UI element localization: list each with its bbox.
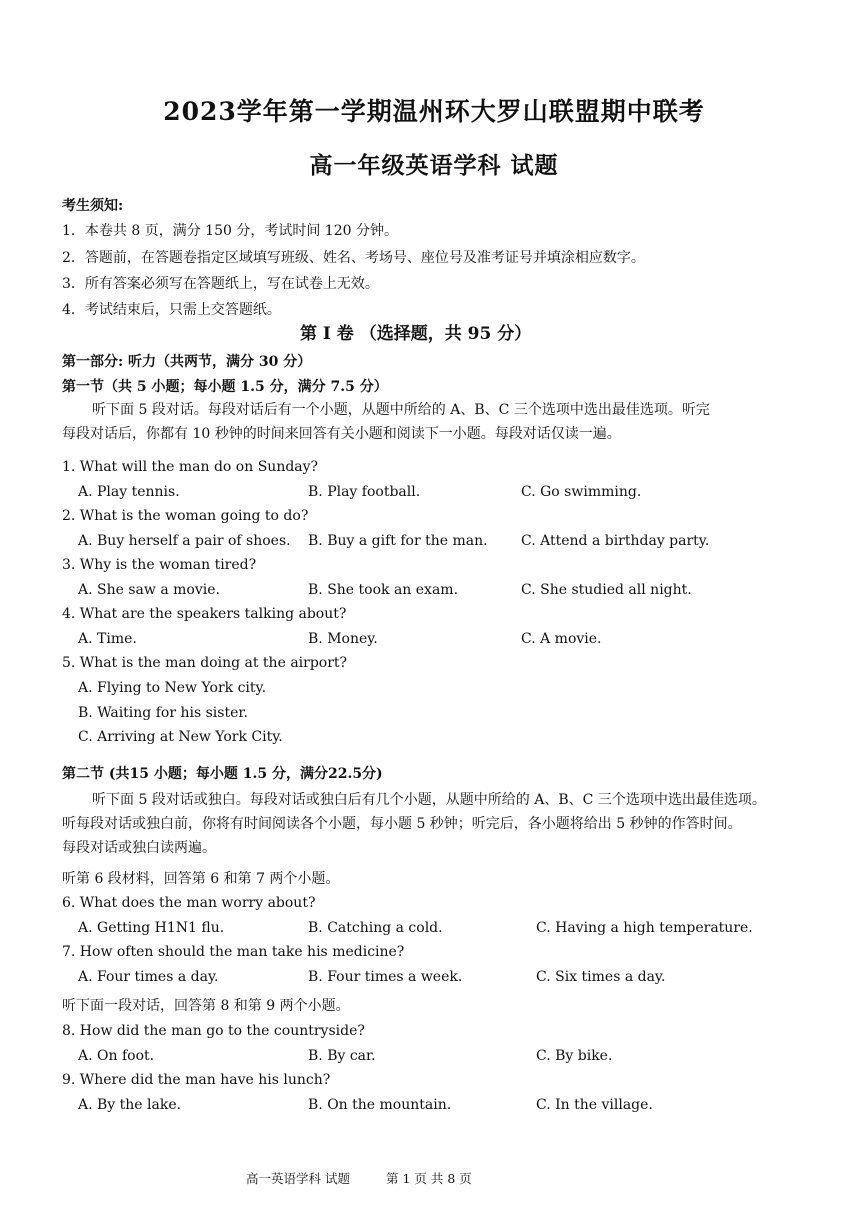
option-a: A. By the lake. — [78, 1097, 182, 1113]
question-stem: 8. How did the man go to the countryside? — [62, 1023, 365, 1039]
option-b: B. On the mountain. — [308, 1097, 452, 1113]
option-c: C. She studied all night. — [521, 582, 692, 598]
part1-heading: 第一部分: 听力（共两节，满分 30 分） — [62, 354, 312, 370]
question-stem: 2. What is the woman going to do? — [62, 508, 309, 524]
section1-instruction: 听下面 5 段对话。每段对话后有一个小题，从题中所给的 A、B、C 三个选项中选出最佳选项。听完 — [92, 402, 710, 418]
question-stem: 7. How often should the man take his medicine? — [62, 944, 405, 960]
notice-heading: 考生须知: — [62, 198, 124, 214]
notice-item: 2．答题前，在答题卷指定区域填写班级、姓名、考场号、座位号及准考证号并填涂相应数字。 — [62, 250, 645, 266]
option-b: B. Money. — [308, 631, 378, 647]
option-a: A. On foot. — [78, 1048, 155, 1064]
question-stem: 1. What will the man do on Sunday? — [62, 459, 319, 475]
option-a: A. She saw a movie. — [78, 582, 220, 598]
option-c: C. Attend a birthday party. — [521, 533, 710, 549]
section2-instruction: 每段对话或独白读两遍。 — [62, 840, 216, 856]
option-c: C. Go swimming. — [521, 484, 642, 500]
group-instruction: 听下面一段对话，回答第 8 和第 9 两个小题。 — [62, 998, 350, 1014]
option-b: B. Play football. — [308, 484, 421, 500]
question-stem: 4. What are the speakers talking about? — [62, 606, 347, 622]
option-c: C. Arriving at New York City. — [78, 729, 283, 745]
group-instruction: 听第 6 段材料，回答第 6 和第 7 两个小题。 — [62, 871, 340, 887]
question-stem: 3. Why is the woman tired? — [62, 557, 257, 573]
option-b: B. Four times a week. — [308, 969, 463, 985]
notice-item: 4．考试结束后，只需上交答题纸。 — [62, 302, 281, 318]
option-c: C. Having a high temperature. — [536, 920, 753, 936]
exam-subtitle: 高一年级英语学科 试题 — [309, 152, 559, 179]
option-c: C. A movie. — [521, 631, 602, 647]
option-a: A. Time. — [78, 631, 137, 647]
section1-instruction: 每段对话后，你都有 10 秒钟的时间来回答有关小题和阅读下一小题。每段对话仅读一遍。 — [62, 426, 621, 442]
exam-title: 2023学年第一学期温州环大罗山联盟期中联考 — [163, 97, 705, 126]
question-stem: 6. What does the man worry about? — [62, 895, 316, 911]
footer-page-number: 第 1 页 共 8 页 — [386, 1171, 472, 1186]
volume-title: 第 I 卷 （选择题，共 95 分） — [300, 324, 532, 344]
option-b: B. Catching a cold. — [308, 920, 443, 936]
notice-item: 3．所有答案必须写在答题纸上，写在试卷上无效。 — [62, 276, 379, 292]
option-b: B. By car. — [308, 1048, 376, 1064]
section2-heading: 第二节 (共15 小题；每小题 1.5 分，满分22.5分) — [62, 766, 383, 782]
option-c: C. Six times a day. — [536, 969, 666, 985]
option-a: A. Getting H1N1 flu. — [78, 920, 225, 936]
notice-item: 1．本卷共 8 页，满分 150 分，考试时间 120 分钟。 — [62, 223, 398, 239]
section1-heading: 第一节（共 5 小题；每小题 1.5 分，满分 7.5 分） — [62, 379, 388, 395]
option-a: A. Buy herself a pair of shoes. — [78, 533, 291, 549]
option-a: A. Flying to New York city. — [78, 680, 267, 696]
option-c: C. In the village. — [536, 1097, 653, 1113]
footer-subject: 高一英语学科 试题 — [246, 1171, 350, 1186]
option-b: B. She took an exam. — [308, 582, 459, 598]
option-b: B. Buy a gift for the man. — [308, 533, 488, 549]
section2-instruction: 听每段对话或独白前，你将有时间阅读各个小题，每小题 5 秒钟；听完后，各小题将给出 5 秒钟的作答时间。 — [62, 816, 742, 832]
option-a: A. Play tennis. — [78, 484, 180, 500]
option-b: B. Waiting for his sister. — [78, 705, 248, 721]
option-a: A. Four times a day. — [78, 969, 219, 985]
question-stem: 9. Where did the man have his lunch? — [62, 1072, 331, 1088]
option-c: C. By bike. — [536, 1048, 613, 1064]
question-stem: 5. What is the man doing at the airport? — [62, 655, 348, 671]
section2-instruction: 听下面 5 段对话或独白。每段对话或独白后有几个小题，从题中所给的 A、B、C 三个选项中选出最佳选项。 — [92, 792, 766, 808]
